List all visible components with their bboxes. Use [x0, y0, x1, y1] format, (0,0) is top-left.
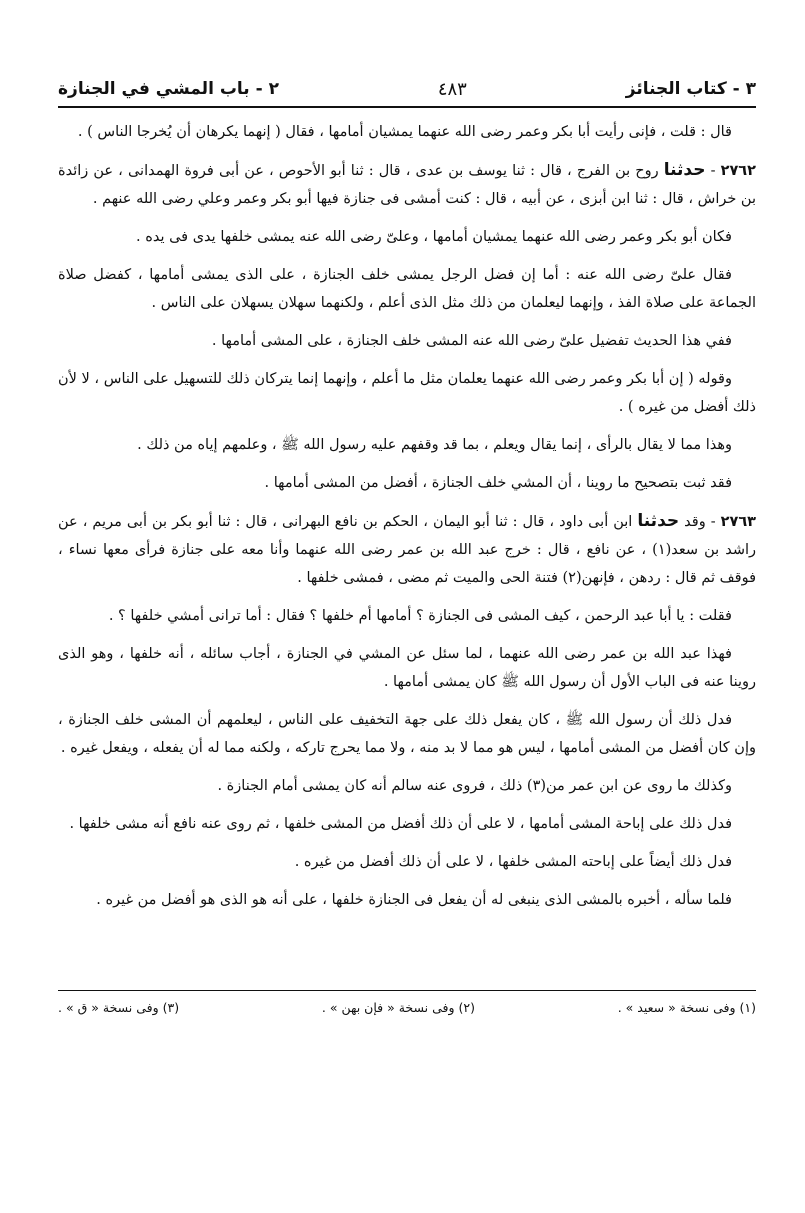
- footnote: (١) وفى نسخة « سعيد » .: [617, 1000, 756, 1015]
- paragraph: فدل ذلك على إباحة المشى أمامها ، لا على أن ذلك أفضل من المشى خلفها ، ثم روى عنه نافع أنه مشى خلفها .: [69, 816, 732, 832]
- hadith-number: ٢٧٦٣: [720, 514, 757, 530]
- haddathana-lead: حدثنا: [637, 511, 680, 531]
- header-rule: [58, 106, 756, 108]
- page-number: ٤٨٣: [437, 78, 467, 100]
- footnote-rule: [58, 990, 756, 991]
- haddathana-lead: حدثنا: [663, 160, 706, 180]
- chapter-title: ٢ - باب المشي في الجنازة: [58, 79, 279, 99]
- paragraph: فكان أبو بكر وعمر رضى الله عنهما يمشيان أمامها ، وعلىّ رضى الله عنه يمشى خلفها يدى فى يده .: [136, 229, 732, 245]
- body-text: [58, 118, 756, 924]
- paragraph: فلما سأله ، أخبره بالمشى الذى ينبغى له أن يفعل فى الجنازة خلفها ، على أنه هو الذى هو أفضل من غيره .: [96, 892, 732, 908]
- paragraph: قال : قلت ، فإنى رأيت أبا بكر وعمر رضى الله عنهما يمشيان أمامها ، فقال ( إنهما يكرهان أن يُخرجا الناس ) .: [77, 124, 732, 140]
- book-title: ٣ - كتاب الجنائز: [625, 79, 756, 99]
- paragraph: فقد ثبت بتصحيح ما روينا ، أن المشي خلف الجنازة ، أفضل من المشى أمامها .: [264, 475, 732, 491]
- paragraph: وهذا مما لا يقال بالرأى ، إنما يقال ويعلم ، بما قد وقفهم عليه رسول الله ﷺ ، وعلمهم إياه من ذلك .: [137, 437, 732, 453]
- hadith-paragraph: ٢٧٦٣ - وقد حدثنا ابن أبى داود ، قال : ثنا أبو اليمان ، الحكم بن نافع البهرانى ، قال : ثنا أبو بكر بن أبى مريم ، عن راشد بن سعد(١) ، عن نافع ، قال : خرج عبد الله بن عمر رضى الله عنهما وأنا معه على جنازة فرأى معها نساء ، فوقف ثم قال : ردهن ، فإنهن(٢) فتنة الحى والميت ثم مضى ، فمشى خلفها .: [58, 511, 757, 586]
- footnote: (٢) وفى نسخة « فإن بهن » .: [321, 1000, 475, 1015]
- paragraph: فدل ذلك أن رسول الله ﷺ ، كان يفعل ذلك على جهة التخفيف على الناس ، ليعلمهم أن المشى خلف الجنازة ، وإن كان أفضل من المشى أمامها ، ليس هو مما لا بد منه ، ولا مما يحرج تاركه ، ولكنه مما له أن يفعله ، ويفعل غيره .: [58, 712, 756, 756]
- paragraph: فقلت : يا أبا عبد الرحمن ، كيف المشى فى الجنازة ؟ أمامها أم خلفها ؟ فقال : أما ترانى أمشي خلفها ؟ .: [108, 608, 732, 624]
- hadith-paragraph: ٢٧٦٢ - حدثنا روح بن الفرج ، قال : ثنا يوسف بن عدى ، قال : ثنا أبو الأحوص ، عن أبى فروة الهمدانى ، عن زائدة بن خراش ، قال : ثنا ابن أبزى ، عن أبيه ، قال : كنت أمشى فى جنازة فيها أبو بكر وعمر وعلي رضى الله عنهم .: [58, 160, 757, 207]
- hadith-number: ٢٧٦٢: [720, 163, 757, 179]
- footnotes: [58, 1000, 756, 1015]
- paragraph: وكذلك ما روى عن ابن عمر من(٣) ذلك ، فروى عنه سالم أنه كان يمشى أمام الجنازة .: [217, 778, 732, 794]
- paragraph: وقوله ( إن أبا بكر وعمر رضى الله عنهما يعلمان مثل ما أعلم ، وإنهما إنما يتركان ذلك للتسهيل على الناس ، لا لأن ذلك أفضل من غيره ) .: [58, 371, 756, 415]
- footnote: (٣) وفى نسخة « ق » .: [58, 1000, 180, 1015]
- paragraph: فهذا عبد الله بن عمر رضى الله عنهما ، لما سئل عن المشي في الجنازة ، أجاب سائله ، أنه خلفها ، وهو الذى روينا عنه فى الباب الأول أن رسول الله ﷺ كان يمشى أمامها .: [58, 646, 756, 690]
- paragraph: فقال علىّ رضى الله عنه : أما إن فضل الرجل يمشى خلف الجنازة ، على الذى يمشى أمامها ، كفضل صلاة الجماعة على صلاة الفذ ، وإنهما ليعلمان من ذلك مثل الذى أعلم ، ولكنهما سهلان يسهلان على الناس .: [58, 267, 756, 311]
- paragraph: فدل ذلك أيضاً على إباحته المشى خلفها ، لا على أن ذلك أفضل من غيره .: [294, 854, 732, 870]
- page-header: [58, 70, 756, 108]
- paragraph: ففي هذا الحديث تفضيل علىّ رضى الله عنه المشى خلف الجنازة ، على المشى أمامها .: [211, 333, 732, 349]
